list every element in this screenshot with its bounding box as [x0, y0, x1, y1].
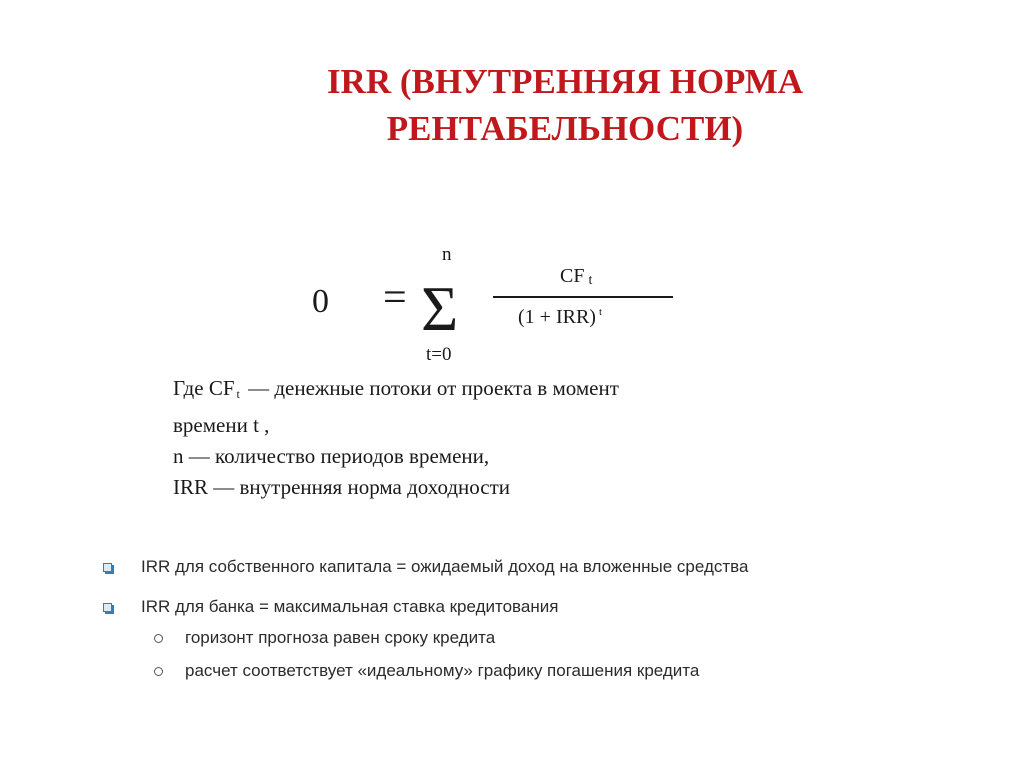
circle-bullet-icon: [154, 667, 163, 676]
fraction-numerator: [560, 265, 592, 288]
sub-bullet-item: [103, 623, 903, 653]
bullet-item: [103, 554, 903, 580]
bullet-list: [103, 554, 903, 686]
square-bullet-icon: [103, 603, 112, 612]
circle-bullet-icon: [154, 634, 163, 643]
sum-lower-limit: t=0: [426, 344, 452, 365]
formula-lhs: 0: [312, 283, 329, 320]
denominator-power: t: [598, 306, 603, 318]
sub-bullet-item: [103, 656, 903, 686]
slide-title: [220, 58, 910, 152]
definition-irr: IRR — внутренняя норма доходности: [173, 475, 511, 499]
formula-definitions: [173, 373, 773, 503]
sub-bullet-text: расчет соответствует «идеальному» графику погашения кредита: [185, 661, 700, 680]
definition-cf-text: — денежные потоки от проекта в момент: [248, 376, 619, 400]
bullet-text: IRR для банка = максимальная ставка кредитования: [141, 597, 559, 616]
definition-cf: [173, 373, 773, 410]
numerator-sub: t: [588, 273, 593, 288]
square-bullet-icon: [103, 563, 112, 572]
numerator-main: CF: [560, 265, 585, 287]
definition-cf-prefix: Где CF: [173, 376, 235, 400]
sub-bullet-text: горизонт прогноза равен сроку кредита: [185, 628, 496, 647]
title-line-1: IRR (ВНУТРЕННЯЯ НОРМА: [326, 62, 804, 101]
sum-symbol: Σ: [421, 273, 459, 344]
title-line-2: РЕНТАБЕЛЬНОСТИ): [386, 109, 744, 148]
bullet-item: [103, 594, 903, 620]
irr-formula: [300, 238, 700, 368]
bullet-text: IRR для собственного капитала = ожидаемый доход на вложенные средства: [141, 557, 749, 576]
formula-equals: =: [383, 275, 407, 321]
fraction-denominator: [518, 306, 602, 328]
denominator-main: (1 + IRR): [518, 306, 596, 328]
sum-upper-limit: n: [442, 244, 452, 265]
definition-cf-sub: t: [236, 387, 240, 401]
definition-n: n — количество периодов времени,: [173, 444, 490, 468]
definition-cf-cont: времени t ,: [173, 413, 270, 437]
formula-graphic: [300, 238, 700, 368]
